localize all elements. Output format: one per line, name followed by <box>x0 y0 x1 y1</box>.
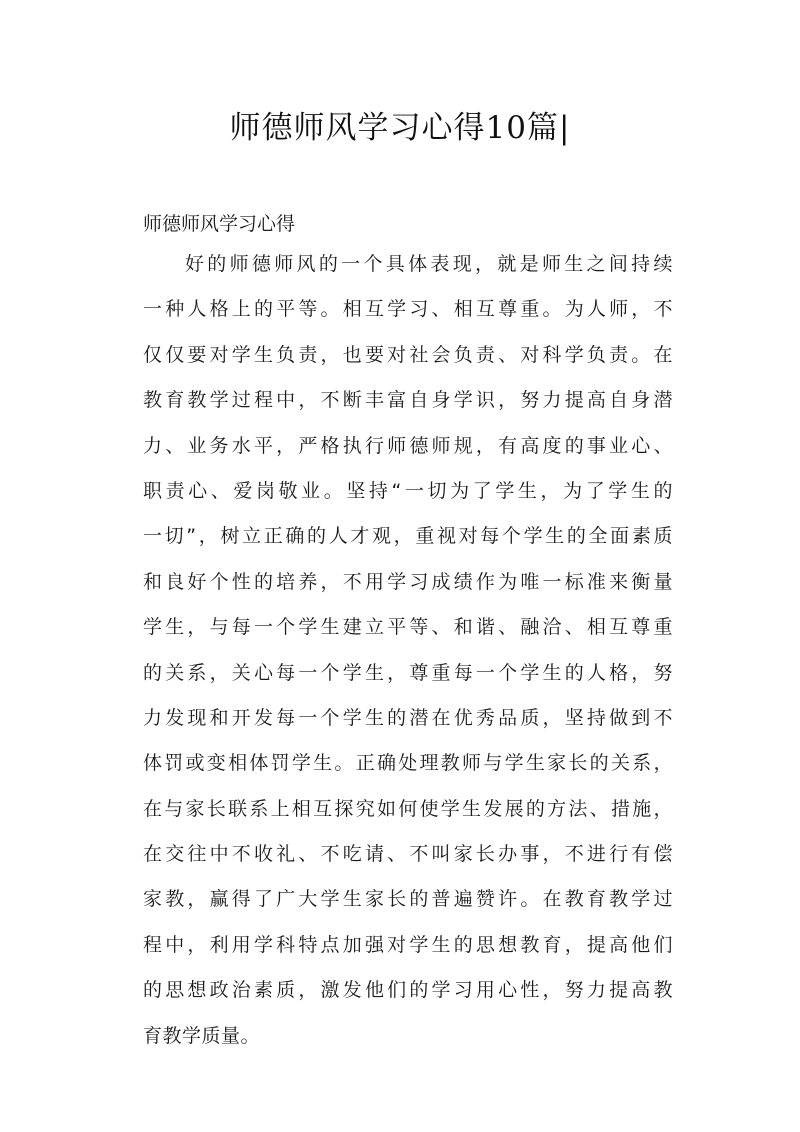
paragraph-line: 一种人格上的平等。相互学习、相互尊重。为人师，不 <box>143 298 673 321</box>
paragraph-line: 在交往中不收礼、不吃请、不叫家长办事，不进行有偿 <box>143 843 673 866</box>
paragraph-line: 教育教学过程中，不断丰富自身学识，努力提高自身潜 <box>143 389 673 412</box>
paragraph-line: 学生，与每一个学生建立平等、和谐、融洽、相互尊重 <box>143 616 673 639</box>
paragraph-line: 在与家长联系上相互探究如何使学生发展的方法、措施， <box>143 797 673 820</box>
paragraph-line: 力、业务水平，严格执行师德师规，有高度的事业心、 <box>143 434 673 457</box>
section-heading: 师德师风学习心得 <box>143 213 296 235</box>
page-title: 师德师风学习心得10篇| <box>229 110 571 146</box>
paragraph-line: 一切”，树立正确的人才观，重视对每个学生的全面素质 <box>143 525 673 548</box>
paragraph-line: 的关系，关心每一个学生，尊重每一个学生的人格，努 <box>143 661 673 684</box>
paragraph-line: 家教，赢得了广大学生家长的普遍赞许。在教育教学过 <box>143 888 673 911</box>
paragraph-line: 体罚或变相体罚学生。正确处理教师与学生家长的关系， <box>143 752 673 775</box>
paragraph-line: 和良好个性的培养，不用学习成绩作为唯一标准来衡量 <box>143 570 673 593</box>
paragraph-line: 仅仅要对学生负责，也要对社会负责、对科学负责。在 <box>143 343 673 366</box>
paragraph-line: 育教学质量。 <box>143 1024 261 1047</box>
paragraph-line: 程中，利用学科特点加强对学生的思想教育，提高他们 <box>143 933 673 956</box>
body-paragraph <box>143 242 673 1059</box>
paragraph-line: 职责心、爱岗敬业。坚持“一切为了学生，为了学生的 <box>143 479 673 502</box>
paragraph-line: 的思想政治素质，激发他们的学习用心性，努力提高教 <box>143 979 673 1002</box>
paragraph-line: 力发现和开发每一个学生的潜在优秀品质，坚持做到不 <box>143 706 673 729</box>
paragraph-line: 好的师德师风的一个具体表现，就是师生之间持续 <box>185 253 673 275</box>
